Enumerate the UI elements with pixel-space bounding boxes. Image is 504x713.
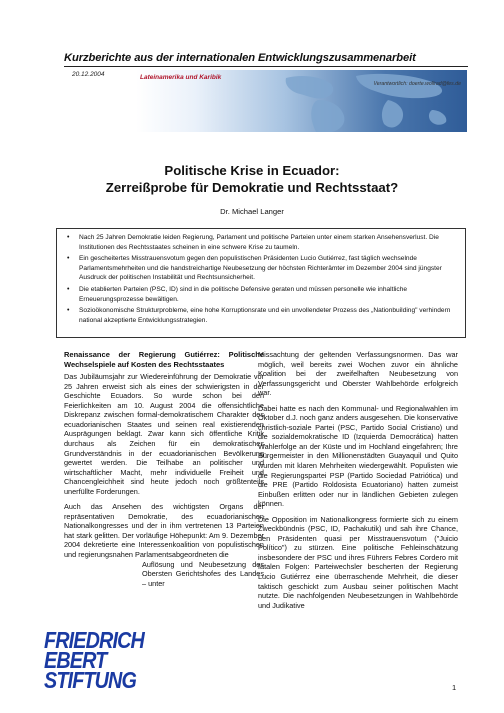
paragraph: Die Opposition im Nationalkongress formierte sich zu einem Zweckbündnis (PSC, ID, Pachakutik) und sah ihre Chance, den Präsidenten quasi per Misstrauensvotum ("Juicio Político") zu stürzen. Eine politische Fehleinschätzung insbesondere der PSC und ihres Führers Febres Cordero mit fatalen Folgen: Parteiwechsler bescherten der Regierung Lucio Gutiérrez eine überraschende Mehrheit, die dieser taktisch geschickt zum Ausbau seiner politischen Macht nutzte. Die nachfolgenden Neubesetzungen in Wahlbehörde und Judikative: [258, 514, 458, 610]
contact-email[interactable]: Verantwortlich: doerte.wollrad@fes.de: [373, 81, 461, 87]
paragraph: Auflösung und Neubesetzung des Obersten Gerichtshofes des Landes – unter: [142, 559, 264, 588]
logo-line: FRIEDRICH: [44, 627, 144, 653]
logo-line: EBERT: [44, 647, 107, 673]
author: Dr. Michael Langer: [220, 207, 284, 216]
right-column: [258, 350, 458, 616]
page-title-line-1: Politische Krise in Ecuador:: [164, 163, 340, 178]
paragraph: Das Jubiläumsjahr zur Wiedereinführung der Demokratie vor 25 Jahren erweist sich als eines der schwierigsten in der Geschichte Ecuadors. So wurde schon bei den Feierlichkeiten am 10. August 2004 die offensichtliche Diskrepanz zwischen formal-demokratischem Charakter des ecuadorianischen Staates und seinen real existierenden Ausprägungen beklagt. Zwar kann sich öffentliche Kritik durchaus als Zeichen für ein demokratisches Grundverständnis in der ecuadorianischen Bevölkerung gewertet werden. Die Teilhabe an politischer und wirtschaftlicher Macht, mehr individuelle Freiheit und Chancengleichheit sind heute jedoch noch größtenteils unerfüllte Forderungen.: [64, 372, 264, 496]
series-title: Kurzberichte aus der internationalen Entwicklungszusammenarbeit: [64, 52, 416, 64]
summary-item: • Ein gescheitertes Misstrauensvotum gegen den populistischen Präsidenten Lucio Gutiérrez, fast täglich wechselnde Parlamentsmehrheiten und die handstreichartige Neubesetzung der höchsten Richterämter im Dezember 2004 sind jüngster Ausdruck der politischen Instabilität und Rechtsunsicherheit.: [79, 254, 457, 283]
page-number: 1: [452, 683, 457, 692]
report-date: 20.12.2004: [72, 71, 105, 78]
summary-item: • Sozioökonomische Strukturprobleme, eine hohe Korruptionsrate und ein unvollendeter Prozess des „Nationbuilding" verhindern national akzeptierte Entwicklungsstrategien.: [79, 306, 457, 325]
summary-item: • Die etablierten Parteien (PSC, ID) sind in die politische Defensive geraten und müssen personelle wie inhaltliche Erneuerungsprozesse bewältigen.: [79, 285, 457, 304]
summary-item: • Nach 25 Jahren Demokratie leiden Regierung, Parlament und politische Parteien unter einem starken Ansehensverlust. Die Institutionen des Rechtsstaates scheinen in eine schwere Krise zu taumeln.: [79, 233, 457, 252]
left-column: [64, 350, 264, 594]
region-label: Lateinamerika und Karibik: [140, 74, 222, 81]
map-banner: [136, 70, 467, 132]
page-title-line-2: Zerreißprobe für Demokratie und Rechtsstaat?: [105, 180, 399, 195]
paragraph: Missachtung der geltenden Verfassungsnormen. Das war möglich, weil bereits zwei Wochen zuvor ein ähnliche Koalition bei der zweifelhaften Neubesetzung von Verfassungsgericht und Oberster Wahlbehörde erfolgreich war.: [258, 350, 458, 398]
paragraph: Dabei hatte es nach den Kommunal- und Regionalwahlen im Oktober d.J. noch ganz anders ausgesehen. Die konservative christlich-soziale Partei (PSC, Partido Social Cristiano) und die sozialdemokratische ID (Izquierda Democrática) hatten Wahlerfolge an der Küste und im Hochland eingefahren; Ihre Bürgermeister in den Millionenstädten Guayaquil und Quito wurden mit klaren Mehrheiten wiedergewählt. Populisten wie die Regierungspartei PSP (Partido Sociedad Patriótica) und die PRE (Partido Roldosista Ecuatoriano) hatten zumeist Einbußen erlitten oder nur in ländlichen Gebieten zulegen können.: [258, 403, 458, 509]
summary-list: [65, 233, 457, 325]
section-heading: Renaissance der Regierung Gutiérrez: Politische Wechselspiele auf Kosten des Rechtsstaates: [64, 350, 264, 369]
summary-box: [56, 228, 466, 338]
fes-logo: [44, 627, 144, 693]
header-rule: [64, 66, 468, 67]
paragraph: Auch das Ansehen des wichtigsten Organs der repräsentativen Demokratie, des ecuadorianischen Nationalkongresses und der in ihm vertretenen 13 Parteien hat stark gelitten. Der vorläufige Höhepunkt: Am 9. Dezember 2004 dekretierte eine Interessenkoalition von populistischen und regierungsnahen Parlamentsabgeordneten die: [64, 502, 264, 560]
logo-line: STIFTUNG: [44, 667, 137, 693]
